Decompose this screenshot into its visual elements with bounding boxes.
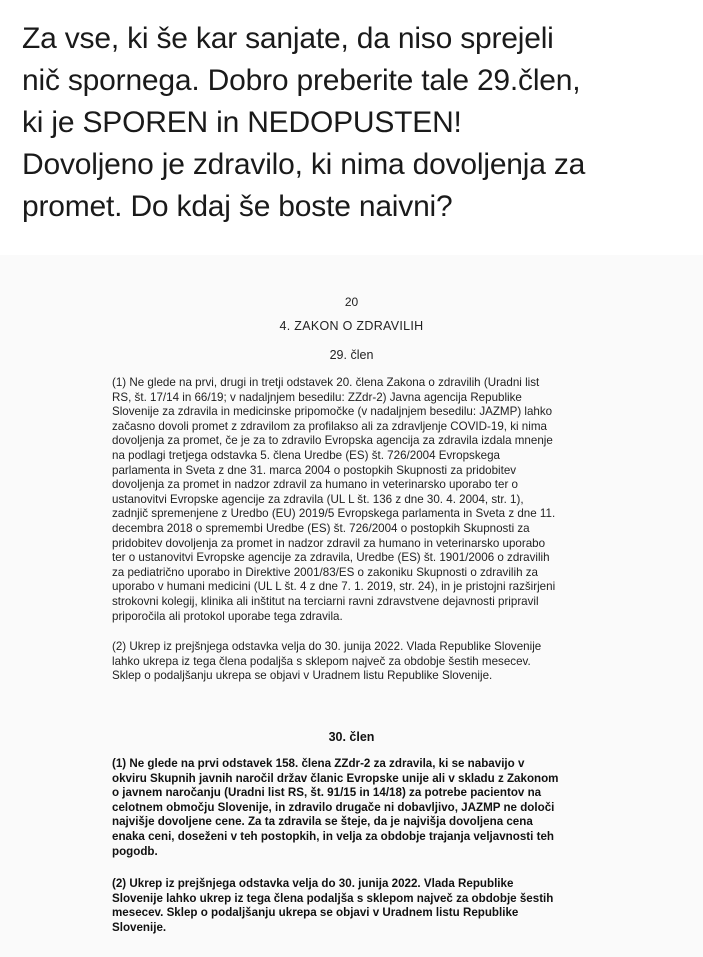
- document-scan-image[interactable]: [0, 255, 703, 957]
- text-line: Sklep o podaljšanju ukrepa se objavi v Uradnem listu Republike Slovenije.: [112, 669, 493, 683]
- text-line: strokovni kolegij, klinika ali inštitut na terciarni ravni zdravstvene dejavnosti pripravil: [112, 594, 539, 608]
- chapter-heading: 4. ZAKON O ZDRAVILIH: [279, 319, 424, 333]
- text-line: zadnjič spremenjene z Uredbo (EU) 2019/5 Evropskega parlamenta in Sveta z dne 11.: [112, 507, 556, 521]
- text-line: dovoljenja za promet, če je za to zdravilo Evropska agencija za zdravila izdala mnenje: [112, 434, 553, 448]
- text-line: mesecev. Sklep o podaljšanju ukrepa se objavi v Uradnem listu Republike: [112, 906, 519, 920]
- text-line: o javnem naročanju (Uradni list RS, št. 91/15 in 14/18) za potrebe pacientov na: [112, 786, 542, 800]
- text-line: pogodb.: [112, 844, 158, 858]
- text-line: Slovenije za zdravila in medicinske pripomočke (v nadaljnjem besedilu: JAZMP) lahko: [112, 405, 553, 419]
- text-line: (2) Ukrep iz prejšnjega odstavka velja do 30. junija 2022. Vlada Republike: [112, 877, 514, 890]
- text-line: za pediatrično uporabo in Direktive 2001/83/ES o zakoniku Skupnosti o zdravilih za: [112, 565, 538, 579]
- text-line: okviru Skupnih javnih naročil držav članic Evropske unije ali v skladu z Zakonom: [112, 771, 559, 785]
- text-line: začasno dovoli promet z zdravilom za profilakso ali za zdravljenje COVID-19, ki nima: [112, 419, 547, 433]
- post-line: Za vse, ki še kar sanjate, da niso sprejeli: [22, 22, 554, 55]
- text-line: (2) Ukrep iz prejšnjega odstavka velja do 30. junija 2022. Vlada Republike Slovenije: [112, 640, 542, 653]
- article-29-paragraph-2: [112, 640, 609, 684]
- article-30-paragraph-2: [112, 877, 609, 935]
- text-line: Slovenije.: [112, 920, 167, 934]
- text-line: pridobitev dovoljenja za promet in nadzor zdravil za humano in veterinarsko uporabo: [112, 536, 546, 550]
- article-29-paragraph-1: [112, 376, 609, 624]
- text-line: celotnem območju Slovenije, in zdravilo drugače ni dobavljivo, JAZMP ne določi: [112, 800, 555, 814]
- text-line: decembra 2018 o spremembi Uredbe (ES) št. 726/2004 o postopkih Skupnosti za: [112, 521, 530, 535]
- law-document: [0, 255, 703, 957]
- post-text: [22, 18, 692, 228]
- text-line: parlamenta in Sveta z dne 31. marca 2004 o postopkih Skupnosti za pridobitev: [112, 463, 517, 477]
- text-line: priporočila ali protokol uporabe tega zdravila.: [112, 609, 343, 623]
- article-30-heading: 30. člen: [328, 730, 375, 744]
- article-29-heading: 29. člen: [329, 348, 374, 362]
- text-line: lahko ukrepa iz tega člena podaljša s sklepom največ za obdobje šestih mesecev.: [112, 654, 531, 668]
- text-line: RS, št. 17/14 in 66/19; v nadaljnjem besedilu: ZZdr-2) Javna agencija Republike: [112, 390, 522, 404]
- text-line: ter o ustanovitvi Evropske agencije za zdravila, Uredbe (ES) št. 1901/2006 o zdravilih: [112, 551, 550, 565]
- text-line: najvišje dovoljene cene. Za ta zdravila se šteje, da je najvišja dovoljena cena: [112, 815, 533, 829]
- post-line: Dovoljeno je zdravilo, ki nima dovoljenja za: [22, 148, 586, 181]
- text-line: (1) Ne glede na prvi, drugi in tretji odstavek 20. člena Zakona o zdravilih (Uradni list: [112, 376, 540, 389]
- text-line: na podlagi tretjega odstavka 5. člena Uredbe (ES) št. 726/2004 Evropskega: [112, 448, 500, 462]
- article-30-paragraph-1: [112, 757, 609, 859]
- page-number: 20: [344, 295, 359, 309]
- text-line: enaka ceni, doseženi v teh postopkih, in velja za obdobje trajanja veljavnosti teh: [112, 829, 554, 843]
- text-line: (1) Ne glede na prvi odstavek 158. člena ZZdr-2 za zdravila, ki se nabavijo v: [112, 757, 525, 770]
- text-line: uporabo v humani medicini (UL L št. 4 z dne 7. 1. 2019, str. 24), in je pristojni razširjeni: [112, 580, 556, 594]
- text-line: ustanovitvi Evropske agencije za zdravila (UL L št. 136 z dne 30. 4. 2004, str. 1),: [112, 492, 524, 506]
- post-line: nič spornega. Dobro preberite tale 29.člen,: [22, 64, 581, 97]
- text-line: Slovenije lahko ukrep iz tega člena podaljša s sklepom največ za obdobje šestih: [112, 891, 554, 905]
- post-line: ki je SPOREN in NEDOPUSTEN!: [22, 106, 462, 139]
- post-line: promet. Do kdaj še boste naivni?: [22, 190, 453, 223]
- text-line: dovoljenja za promet in nadzor zdravil za humano in veterinarsko uporabo ter o: [112, 478, 519, 492]
